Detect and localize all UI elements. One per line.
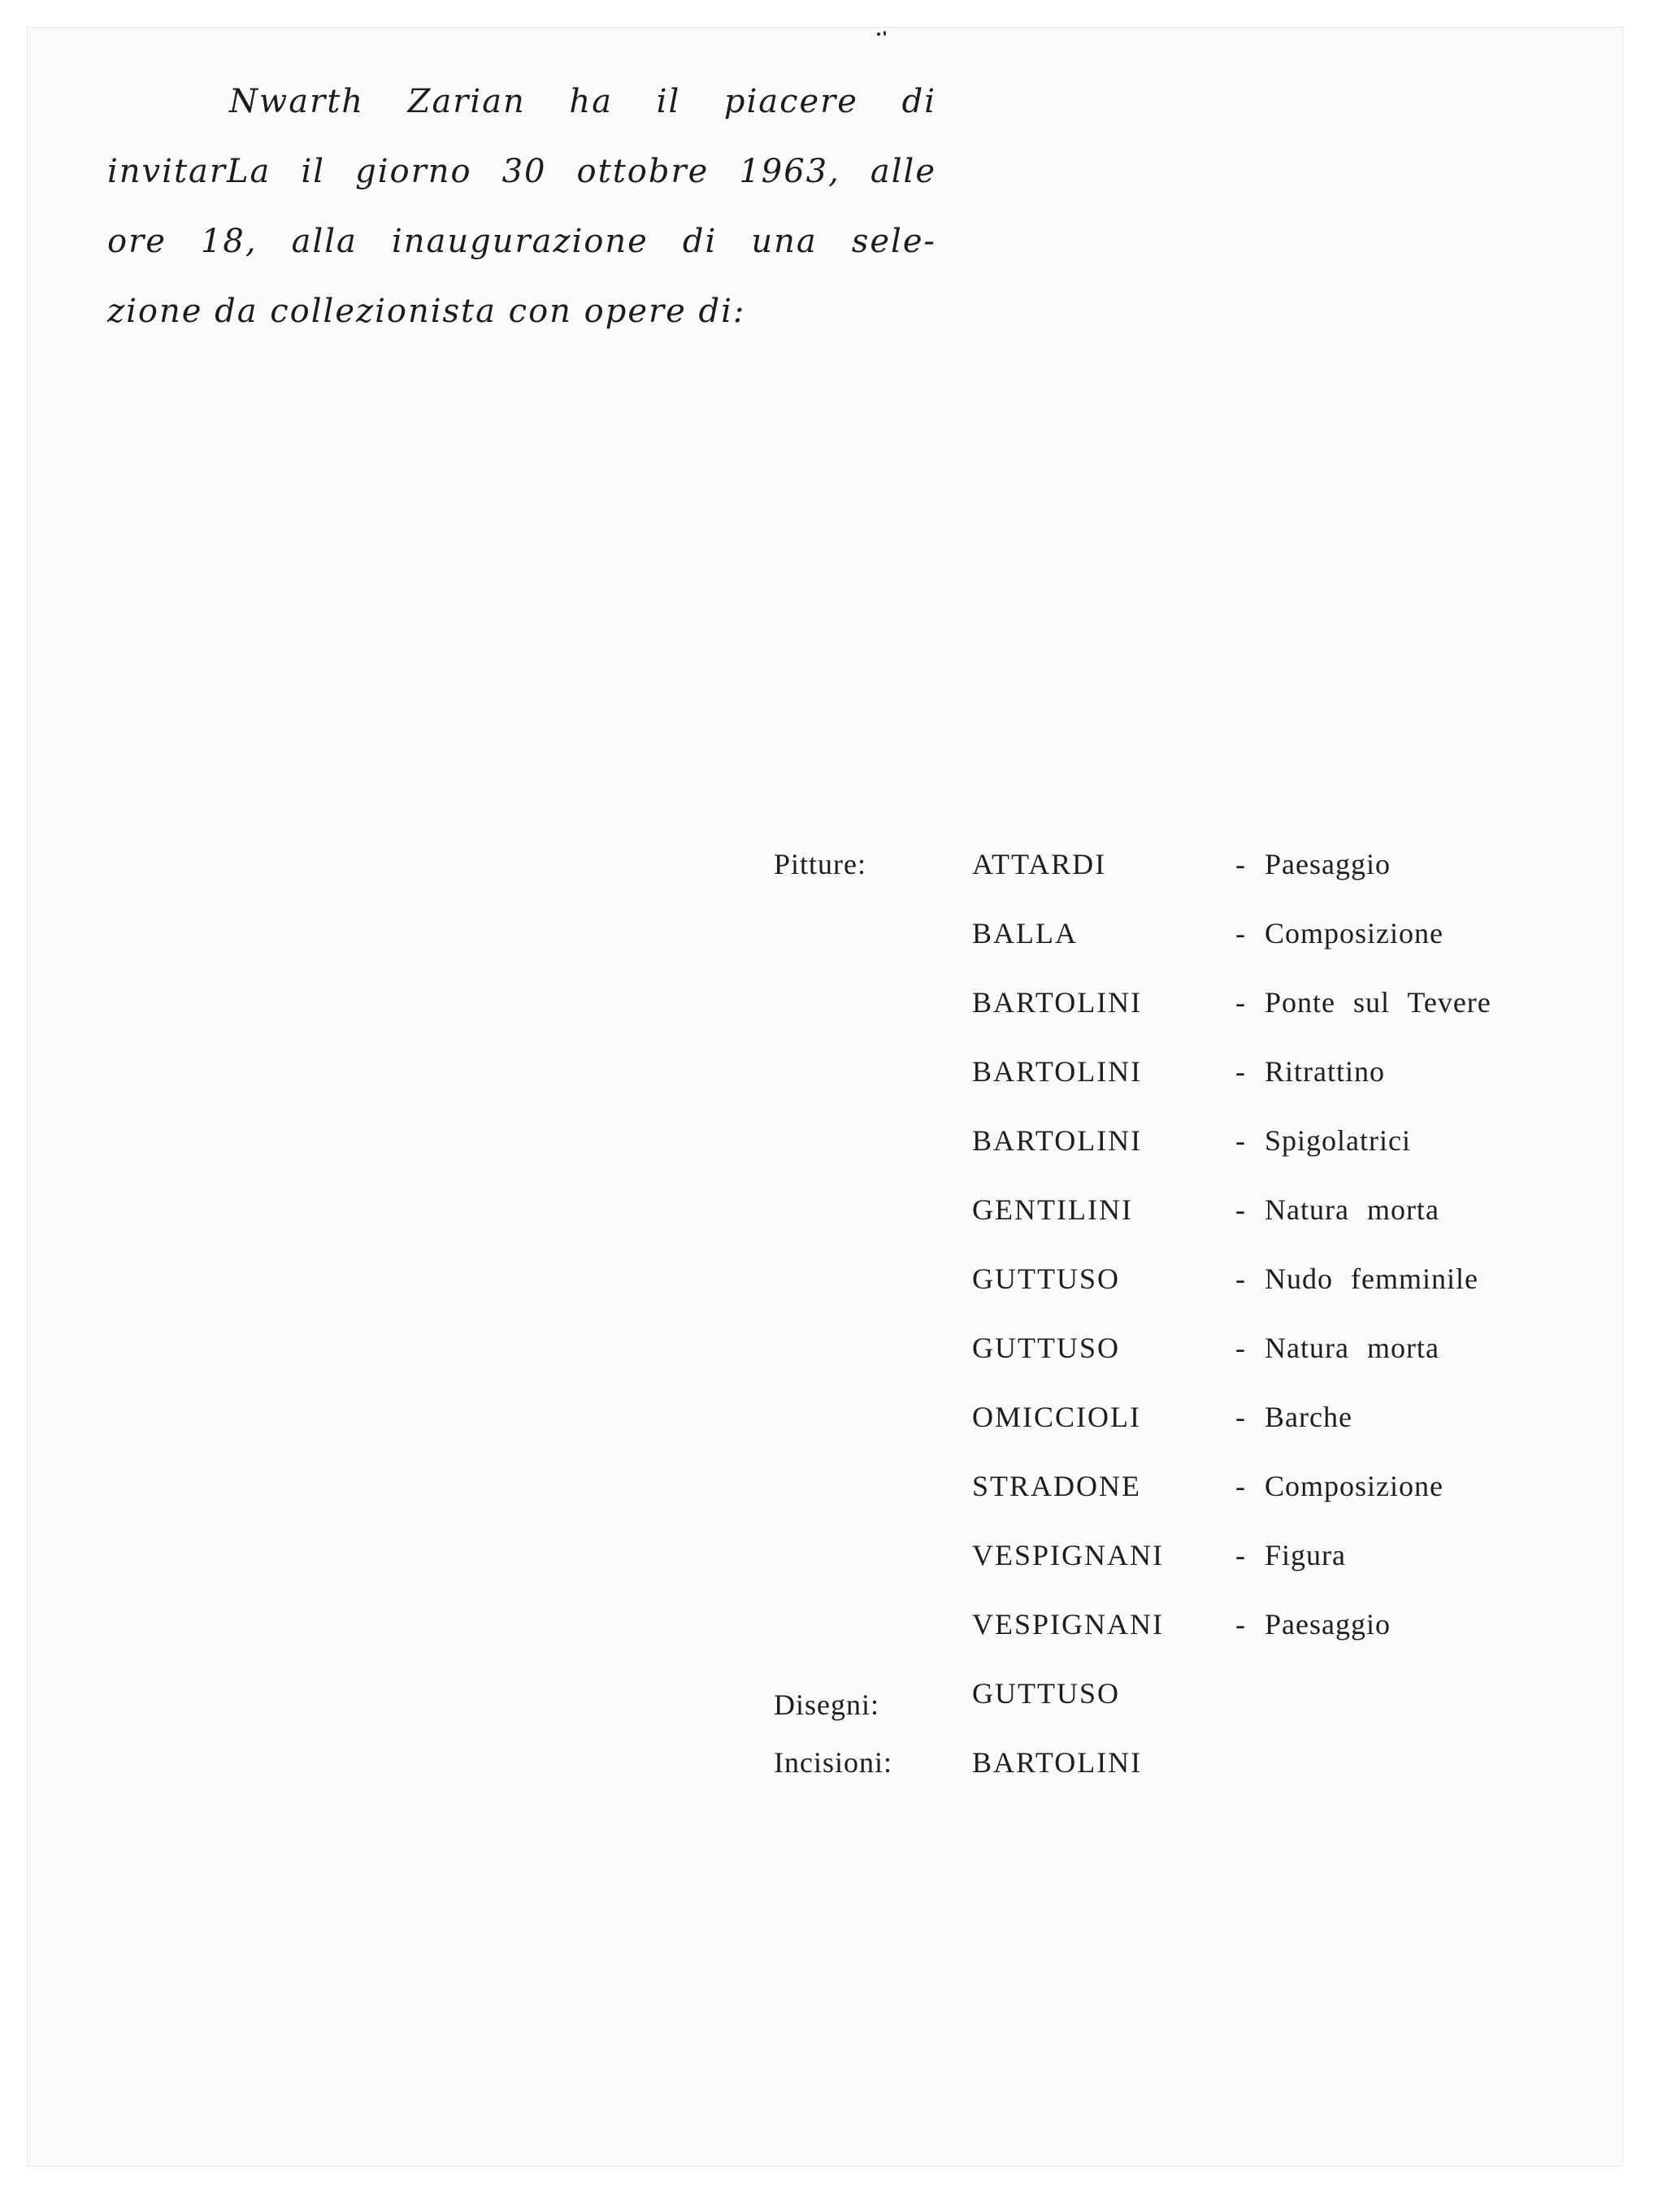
category-label: Incisioni:	[774, 1746, 892, 1779]
invitation-sheet	[28, 28, 1622, 2166]
separator-dash: -	[1235, 1401, 1245, 1433]
separator-dash: -	[1235, 1332, 1245, 1364]
invitation-line: ore 18, alla inaugurazione di una sele-	[107, 223, 936, 260]
artist-name: GUTTUSO	[972, 1332, 1120, 1364]
separator-dash: -	[1235, 986, 1245, 1019]
work-title: Natura morta	[1265, 1193, 1439, 1226]
separator-dash: -	[1235, 1608, 1245, 1641]
work-title: Nudo femminile	[1265, 1262, 1478, 1295]
artist-name: VESPIGNANI	[972, 1608, 1164, 1641]
artist-name: GUTTUSO	[972, 1262, 1120, 1295]
work-title: Paesaggio	[1265, 848, 1391, 880]
artist-name: BALLA	[972, 917, 1078, 950]
separator-dash: -	[1235, 917, 1245, 950]
work-title: Natura morta	[1265, 1332, 1439, 1364]
category-label: Pitture:	[774, 848, 866, 880]
work-title: Spigolatrici	[1265, 1124, 1411, 1157]
work-title: Figura	[1265, 1539, 1346, 1571]
artist-name: BARTOLINI	[972, 986, 1143, 1019]
print-mark	[877, 29, 888, 37]
invitation-line: zione da collezionista con opere di:	[107, 293, 746, 330]
work-title: Ponte sul Tevere	[1265, 986, 1491, 1019]
artist-name: ATTARDI	[972, 848, 1107, 880]
work-title: Composizione	[1265, 1470, 1443, 1502]
invitation-text	[107, 67, 936, 346]
work-title: Composizione	[1265, 917, 1443, 950]
artist-name: VESPIGNANI	[972, 1539, 1164, 1571]
artist-name: STRADONE	[972, 1470, 1142, 1502]
separator-dash: -	[1235, 1055, 1245, 1088]
separator-dash: -	[1235, 1470, 1245, 1502]
artist-name: BARTOLINI	[972, 1124, 1143, 1157]
artist-name: BARTOLINI	[972, 1055, 1143, 1088]
separator-dash: -	[1235, 1124, 1245, 1157]
separator-dash: -	[1235, 848, 1245, 880]
work-title: Ritrattino	[1265, 1055, 1385, 1088]
category-label: Disegni:	[774, 1688, 879, 1721]
invitation-line: invitarLa il giorno 30 ottobre 1963, alle	[107, 153, 936, 190]
artist-name: BARTOLINI	[972, 1746, 1143, 1779]
invitation-line: Nwarth Zarian ha il piacere di	[229, 83, 936, 120]
separator-dash: -	[1235, 1539, 1245, 1571]
separator-dash: -	[1235, 1193, 1245, 1226]
artist-name: GUTTUSO	[972, 1677, 1120, 1710]
separator-dash: -	[1235, 1262, 1245, 1295]
work-title: Barche	[1265, 1401, 1352, 1433]
artist-name: GENTILINI	[972, 1193, 1133, 1226]
work-title: Paesaggio	[1265, 1608, 1391, 1641]
artist-name: OMICCIOLI	[972, 1401, 1141, 1433]
